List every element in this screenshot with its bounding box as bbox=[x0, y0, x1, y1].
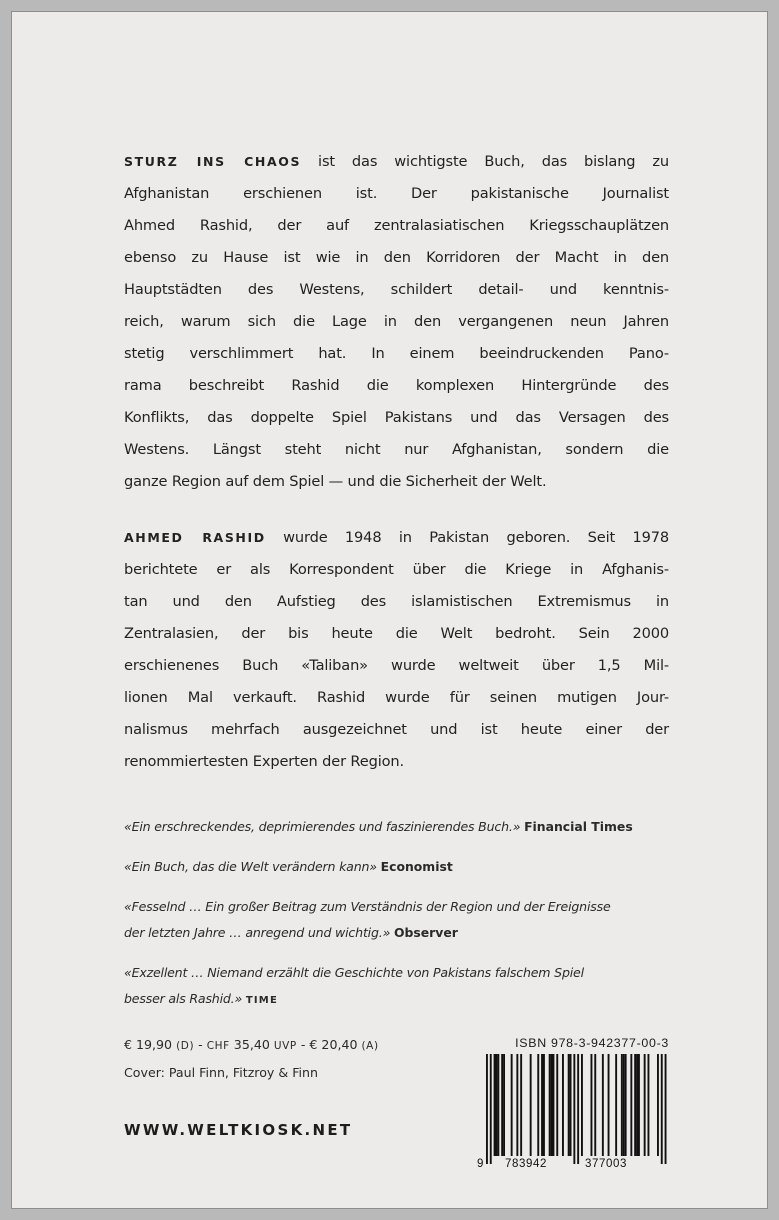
barcode-digit-group: 9 bbox=[477, 1158, 484, 1170]
blurb-line: reich, warum sich die Lage in den vergangenen neun Jahren bbox=[124, 313, 669, 330]
bio-line: tan und den Aufstieg des islamistischen Extremismus in bbox=[124, 593, 669, 610]
barcode-bar bbox=[516, 1054, 518, 1156]
blurb-line: Afghanistan erschienen ist. Der pakistanische Journalist bbox=[124, 185, 669, 202]
author-bio bbox=[124, 522, 669, 778]
press-quote: «Ein Buch, das die Welt verändern kann» Economist bbox=[124, 859, 453, 874]
barcode-bar bbox=[644, 1054, 646, 1156]
barcode-bar bbox=[621, 1054, 623, 1156]
barcode-bar bbox=[497, 1054, 499, 1156]
press-quote: «Ein erschreckendes, deprimierendes und faszinierendes Buch.» Financial Times bbox=[124, 819, 633, 834]
barcode-bar bbox=[551, 1054, 553, 1156]
barcode-bar bbox=[541, 1054, 543, 1156]
isbn-barcode bbox=[474, 1054, 672, 1170]
barcode-bar bbox=[503, 1054, 505, 1156]
barcode-bar bbox=[520, 1054, 522, 1156]
bio-line: berichtete er als Korrespondent über die Kriege in Afghanis- bbox=[124, 561, 669, 578]
cover-credit: Cover: Paul Finn, Fitzroy & Finn bbox=[124, 1065, 318, 1080]
bio-line: erschienenes Buch «Taliban» wurde weltweit über 1,5 Mil- bbox=[124, 657, 669, 674]
barcode-bar bbox=[530, 1054, 532, 1156]
barcode-bar bbox=[638, 1054, 640, 1156]
barcode-bar bbox=[615, 1054, 617, 1156]
quote-source: Economist bbox=[380, 859, 453, 874]
barcode-bar bbox=[634, 1054, 636, 1156]
barcode-bar bbox=[657, 1054, 659, 1156]
barcode-bar bbox=[562, 1054, 564, 1156]
press-quote: «Fesselnd … Ein großer Beitrag zum Verständnis der Region und der Ereignisse der letzten Jahre … anregend und wichtig.» Observer bbox=[124, 899, 611, 940]
blurb-line: Ahmed Rashid, der auf zentralasiatischen Kriegsschauplätzen bbox=[124, 217, 669, 234]
barcode-bars bbox=[474, 1054, 672, 1166]
blurb-line: Konflikts, das doppelte Spiel Pakistans und das Versagen des bbox=[124, 409, 669, 426]
press-quotes bbox=[124, 814, 669, 1014]
blurb-line: Westens. Längst steht nicht nur Afghanistan, sondern die bbox=[124, 441, 669, 458]
barcode-bar bbox=[661, 1054, 663, 1164]
quote-source: Observer bbox=[393, 925, 458, 940]
barcode-bar bbox=[486, 1054, 488, 1164]
barcode-bar bbox=[594, 1054, 596, 1156]
barcode-bar bbox=[602, 1054, 604, 1156]
barcode-bar bbox=[577, 1054, 579, 1164]
barcode-bar bbox=[537, 1054, 539, 1156]
blurb-line: STURZ INS CHAOS ist das wichtigste Buch, das bislang zu bbox=[124, 153, 669, 170]
cover-text bbox=[124, 146, 669, 1028]
blurb-line: Hauptstädten des Westens, schildert detail- und kenntnis- bbox=[124, 281, 669, 298]
barcode-bar bbox=[573, 1054, 575, 1164]
barcode-bar bbox=[494, 1054, 496, 1156]
barcode-bar bbox=[543, 1054, 545, 1156]
bio-line: lionen Mal verkauft. Rashid wurde für seinen mutigen Jour- bbox=[124, 689, 669, 706]
isbn-label: ISBN 978-3-942377-00-3 bbox=[515, 1036, 669, 1050]
press-quote: «Exzellent … Niemand erzählt die Geschichte von Pakistans falschem Spiel besser als Rashid.» TIME bbox=[124, 965, 584, 1006]
barcode-bar bbox=[630, 1054, 632, 1156]
barcode-digits bbox=[474, 1158, 672, 1172]
barcode-bar bbox=[625, 1054, 627, 1156]
barcode-bar bbox=[490, 1054, 492, 1164]
barcode-bar bbox=[568, 1054, 570, 1156]
barcode-bar bbox=[496, 1054, 498, 1156]
barcode-bar bbox=[665, 1054, 667, 1164]
price-line: € 19,90 (D) - CHF 35,40 UVP - € 20,40 (A) bbox=[124, 1037, 379, 1052]
barcode-bar bbox=[608, 1054, 610, 1156]
barcode-bar bbox=[591, 1054, 593, 1156]
quote-source: Financial Times bbox=[524, 819, 633, 834]
barcode-bar bbox=[553, 1054, 555, 1156]
book-blurb bbox=[124, 146, 669, 498]
quote-source: TIME bbox=[245, 995, 278, 1006]
blurb-line: ebenso zu Hause ist wie in den Korridoren der Macht in den bbox=[124, 249, 669, 266]
barcode-digit-group: 377003 bbox=[585, 1158, 627, 1170]
barcode-bar bbox=[636, 1054, 638, 1156]
author-name: AHMED RASHID bbox=[124, 530, 266, 545]
bio-line: Zentralasien, der bis heute die Welt bedroht. Sein 2000 bbox=[124, 625, 669, 642]
bio-line: renommiertesten Experten der Region. bbox=[124, 753, 404, 770]
barcode-bar bbox=[501, 1054, 503, 1156]
blurb-line: ganze Region auf dem Spiel — und die Sicherheit der Welt. bbox=[124, 473, 547, 490]
bio-line: nalismus mehrfach ausgezeichnet und ist heute einer der bbox=[124, 721, 669, 738]
bio-line: AHMED RASHID wurde 1948 in Pakistan geboren. Seit 1978 bbox=[124, 529, 669, 546]
barcode-bar bbox=[549, 1054, 551, 1156]
barcode-digit-group: 783942 bbox=[505, 1158, 547, 1170]
barcode-bar bbox=[623, 1054, 625, 1156]
barcode-bar bbox=[570, 1054, 572, 1156]
website-url: WWW.WELTKIOSK.NET bbox=[124, 1121, 353, 1139]
barcode-bar bbox=[581, 1054, 583, 1156]
book-title: STURZ INS CHAOS bbox=[124, 154, 302, 169]
blurb-line: stetig verschlimmert hat. In einem beeindruckenden Pano- bbox=[124, 345, 669, 362]
blurb-line: rama beschreibt Rashid die komplexen Hintergründe des bbox=[124, 377, 669, 394]
barcode-bar bbox=[648, 1054, 650, 1156]
barcode-bar bbox=[556, 1054, 558, 1156]
barcode-bar bbox=[511, 1054, 513, 1156]
